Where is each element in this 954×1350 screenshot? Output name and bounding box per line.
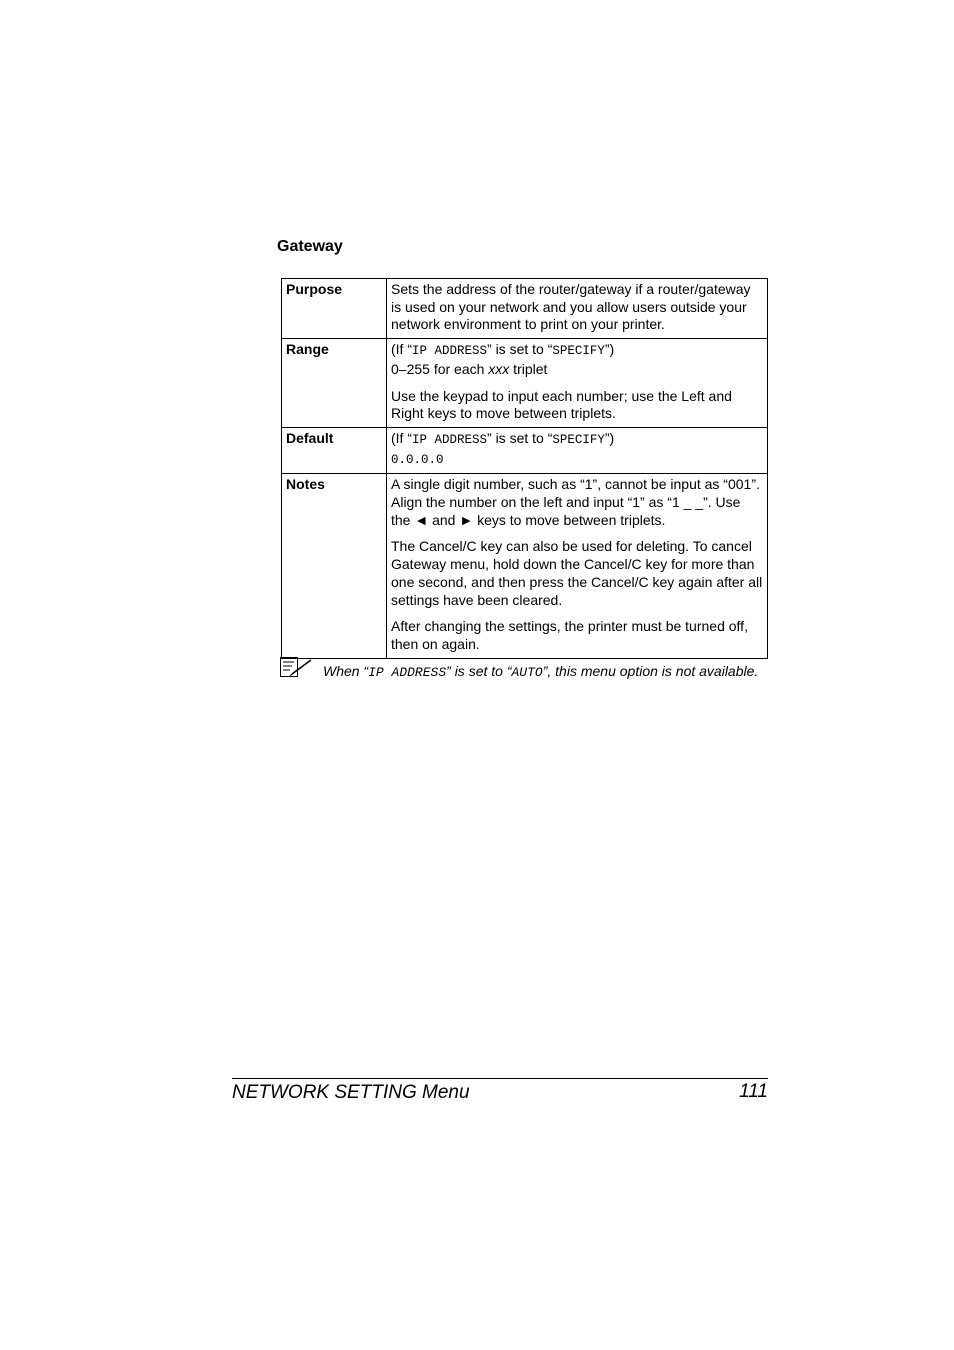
table-row-range — [282, 339, 768, 428]
gateway-spec-table — [281, 278, 768, 659]
range-suffix: triplet — [509, 360, 548, 377]
range-prefix: 0–255 for each — [391, 360, 489, 377]
note-mid: ” is set to “ — [446, 663, 512, 679]
default-cond-open: (If “ — [391, 429, 412, 446]
row-value-purpose — [387, 279, 768, 339]
range-variable: xxx — [488, 360, 510, 377]
row-value-default — [387, 427, 768, 473]
footer-title: NETWORK SETTING Menu — [232, 1082, 470, 1103]
note-suffix: ”, this menu option is not available. — [542, 663, 759, 679]
page-number: 111 — [739, 1081, 768, 1102]
note-pencil-icon — [278, 656, 314, 683]
table-row-default — [282, 427, 768, 473]
notes-para-1: A single digit number, such as “1”, cannot be input as “001”. Align the number on the left and input “1” as “1 _ _”. Use the ◄ and ► keys to move between triplets. — [391, 476, 760, 528]
range-cond-open: (If “ — [391, 341, 412, 358]
row-label-purpose: Purpose — [282, 279, 387, 339]
notes-para-3: After changing the settings, the printer must be turned off, then on again. — [391, 618, 748, 652]
note-prefix: When “ — [323, 663, 369, 679]
note-setting: IP ADDRESS — [368, 665, 447, 680]
note-block — [278, 656, 768, 682]
note-text — [323, 656, 768, 682]
row-value-range — [387, 339, 768, 428]
notes-para-2: The Cancel/C key can also be used for deleting. To cancel Gateway menu, hold down the Cancel/C key for more than one second, and then press the Cancel/C key again after all settings have been cleared. — [391, 538, 763, 608]
purpose-text: Sets the address of the router/gateway if a router/gateway is used on your network and you allow users outside your network environment to print on your printer. — [391, 281, 751, 333]
range-cond-mid: ” is set to “ — [487, 341, 553, 358]
range-help: Use the keypad to input each number; use the Left and Right keys to move between triplets. — [391, 387, 732, 422]
range-cond-close: ”) — [604, 341, 615, 358]
range-cond-value: SPECIFY — [552, 344, 605, 359]
footer-divider — [232, 1078, 768, 1079]
default-cond-mid: ” is set to “ — [487, 429, 553, 446]
default-cond-value: SPECIFY — [552, 432, 605, 447]
range-condition — [391, 341, 763, 378]
note-value: AUTO — [511, 665, 543, 680]
section-title: Gateway — [277, 238, 343, 255]
row-label-notes: Notes — [282, 474, 387, 658]
default-value: 0.0.0.0 — [391, 452, 444, 467]
default-cond-setting: IP ADDRESS — [412, 432, 488, 447]
range-cond-setting: IP ADDRESS — [412, 344, 488, 359]
table-row-notes — [282, 474, 768, 658]
default-condition — [391, 430, 763, 469]
row-label-default: Default — [282, 427, 387, 473]
row-value-notes — [387, 474, 768, 658]
default-cond-close: ”) — [604, 429, 615, 446]
table-row-purpose — [282, 279, 768, 339]
row-label-range: Range — [282, 339, 387, 428]
